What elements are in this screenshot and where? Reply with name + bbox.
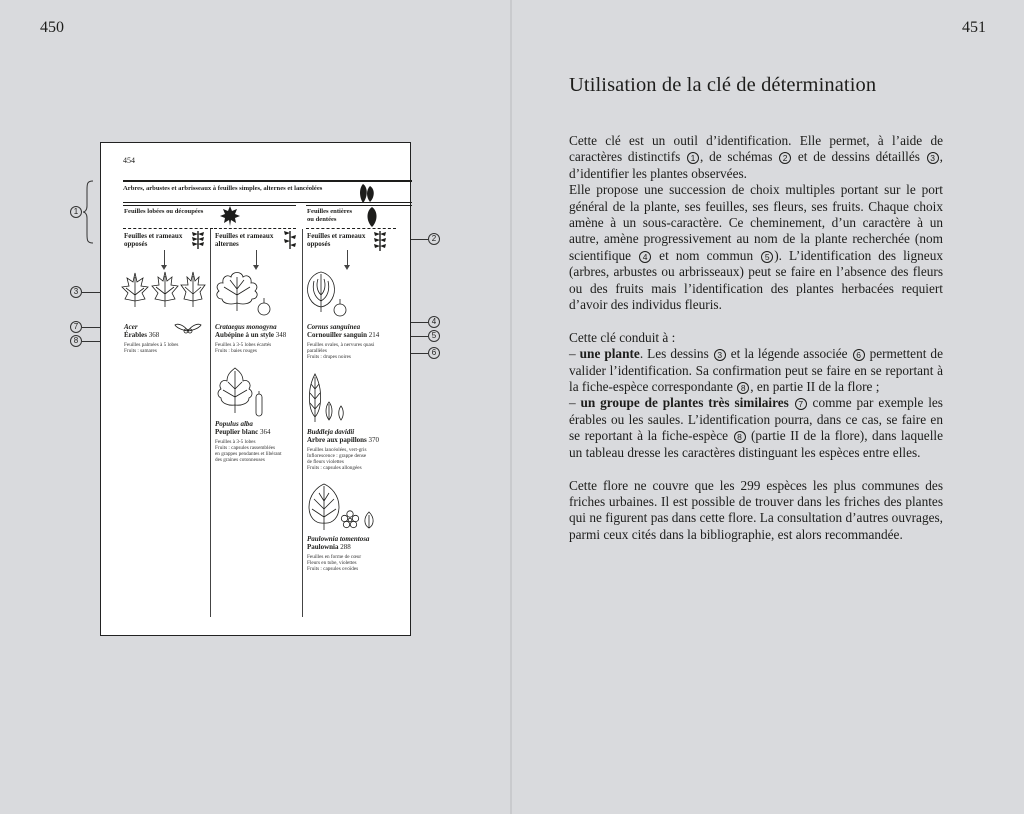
buddleja-common-name: Arbre aux papillons	[307, 436, 367, 444]
populus-desc4: des graines cotonneuses	[215, 457, 265, 463]
paragraph-1	[569, 133, 943, 182]
opposite-branch-icon	[191, 231, 205, 249]
paulownia-desc3: Fruits : capsules ovoïdes	[307, 566, 359, 572]
b1-c: permettent de valider l’identification. Sa confirmation peut se faire en se reportant à la fiche-espèce correspondante	[569, 346, 943, 395]
populus-desc1: Feuilles à 3-5 lobes	[215, 439, 256, 445]
figure-page-number: 454	[123, 156, 135, 165]
cornus-desc3: Fruits : drupes noires	[307, 354, 351, 360]
b2-c: (partie II de la flore), dans laquelle un tableau dresse les caractères distinguant les espèces entre elles.	[569, 428, 944, 460]
col2-sub-line2: alternes	[215, 240, 239, 248]
drupe-drawing	[333, 299, 347, 317]
b1-a: . Les dessins	[639, 346, 713, 362]
arrow-col2	[256, 250, 257, 266]
acer-latin: Acer	[124, 323, 138, 331]
cornus-common-name: Cornouiller sanguin	[307, 331, 367, 339]
p2-c: ). L’identification des ligneux (arbres, arbustes ou arbrisseaux) peut se faire en l’absence des fleurs ou des fruits mais l’identification des plantes herbacées requiert d’avoir des individus fleuris.	[569, 247, 943, 313]
crataegus-common-name: Aubépine à un style	[215, 331, 274, 339]
col3-sub-line1: Feuilles et rameaux	[307, 232, 366, 240]
b2-a	[789, 395, 794, 410]
figure-heading: Arbres, arbustes et arbrisseaux à feuilles simples, alternes et lancéolées	[123, 185, 323, 192]
heading-bottom-rule	[123, 202, 412, 203]
buddleja-common	[307, 436, 379, 444]
paragraph-2	[569, 182, 943, 313]
heading-rule	[123, 180, 412, 182]
p1-b: , de schémas	[700, 149, 779, 165]
col3-sub-line2: opposés	[307, 240, 331, 248]
col2-sub-line1: Feuilles et rameaux	[215, 232, 274, 240]
buddleja-desc1: Feuilles lancéolées, vert-gris	[307, 447, 367, 453]
callout-8: 8	[70, 335, 82, 347]
crataegus-latin: Crataegus monogyna	[215, 323, 277, 331]
b2-dash: –	[569, 395, 581, 411]
p1-d: , d’identifier les plantes observées.	[569, 149, 943, 181]
paulownia-common	[307, 543, 351, 551]
arrow-col1	[164, 250, 165, 266]
cornus-latin: Cornus sanguinea	[307, 323, 361, 331]
poplar-leaf-drawing	[215, 367, 255, 415]
acer-common	[124, 331, 159, 339]
crataegus-desc1: Feuilles à 3-5 lobes écartés	[215, 342, 272, 348]
page-number-left: 450	[40, 19, 64, 36]
ref-6: 6	[853, 349, 865, 361]
body-text	[569, 133, 943, 543]
col1-sub-line1: Feuilles et rameaux	[124, 232, 183, 240]
p1-a: Cette clé est un outil d’identification. Elle permet, à l’aide de caractères distinctifs	[569, 133, 943, 165]
b1-d: , en partie II de la flore ;	[750, 379, 880, 395]
right-page	[512, 0, 1024, 814]
callout-1: 1	[70, 206, 82, 218]
ref-3: 3	[927, 152, 939, 164]
populus-desc2: Fruits : capsules rassemblées	[215, 445, 276, 451]
callout-6: 6	[428, 347, 440, 359]
populus-page: 364	[259, 428, 271, 436]
cornus-common	[307, 331, 379, 339]
paulownia-leaf-drawing	[307, 483, 341, 531]
dash-col2	[214, 228, 296, 229]
ref-5: 5	[761, 251, 773, 263]
ref-2: 2	[779, 152, 791, 164]
buddleja-latin: Buddleja davidii	[307, 428, 355, 436]
group-rule-left	[123, 205, 296, 206]
ref-8b: 8	[734, 431, 746, 443]
cornus-page: 214	[368, 331, 380, 339]
paulownia-page: 288	[340, 543, 351, 551]
group-rule-right	[306, 205, 412, 206]
samara-fruit-drawing	[174, 321, 202, 335]
hawthorn-leaf-drawing	[214, 269, 260, 313]
spacer	[569, 313, 943, 329]
cornus-desc2: parallèles	[307, 348, 327, 354]
page-number-right: 451	[962, 19, 986, 36]
acer-desc1: Feuilles palmées à 5 lobes	[124, 342, 179, 348]
buddleja-desc2: Inflorescence : grappe dense	[307, 453, 367, 459]
callout-7: 7	[70, 321, 82, 333]
arrow-col3	[347, 250, 348, 266]
buddleja-page: 370	[368, 436, 380, 444]
populus-common-name: Peuplier blanc	[215, 428, 259, 436]
paulownia-desc1: Feuilles en forme de cœur	[307, 554, 362, 560]
alternate-branch-icon	[283, 231, 297, 249]
paulownia-common-name: Paulownia	[307, 543, 339, 551]
crataegus-page: 348	[275, 331, 287, 339]
col1-sub-line2: opposés	[124, 240, 148, 248]
spacer-2	[569, 461, 943, 477]
col-separator-1	[210, 229, 211, 617]
ref-4: 4	[639, 251, 651, 263]
bullet-one-plant	[569, 346, 943, 395]
p2-a: Elle propose une succession de choix multiples portant sur le port général de la plante, ses feuilles, ses fleurs, ses fruits. Chaque choix amène à un sous-caractère. Ce cheminement, d’un caractère à un autre, amène progressivement au nom de la plante recherchée (nom scientifique	[569, 182, 943, 263]
entire-leaf-icon	[365, 206, 379, 228]
maple-leaves-drawing	[121, 271, 207, 309]
populus-desc3: en grappes pendantes et libérant	[215, 451, 282, 457]
bullet-plant-group	[569, 395, 943, 461]
acer-common-name: Érables	[124, 331, 147, 339]
p1-c: et de dessins détaillés	[792, 149, 926, 165]
paragraph-3: Cette clé conduit à :	[569, 329, 676, 345]
callout-3: 3	[70, 286, 82, 298]
crataegus-desc2: Fruits : baies rouges	[215, 348, 257, 354]
ref-3b: 3	[714, 349, 726, 361]
paulownia-desc2: Fleurs en tube, violettes	[307, 560, 357, 566]
b2-b: comme par exemple les érables ou les saules. L’identification pourra, dans ce cas, se faire en se reportant à la fiche-espèce	[569, 395, 943, 444]
opposite-branch-icon-2	[373, 231, 387, 251]
b1-bold: une plante	[579, 346, 640, 362]
cornus-desc1: Feuilles ovales, à nervures quasi	[307, 342, 375, 348]
ref-7: 7	[795, 398, 807, 410]
buddleja-desc3: de fleurs violettes	[307, 459, 344, 465]
callout-5: 5	[428, 330, 440, 342]
callout-2: 2	[428, 233, 440, 245]
col-separator-2	[302, 229, 303, 617]
ref-1: 1	[687, 152, 699, 164]
paulownia-flower-drawing	[340, 509, 376, 529]
poplar-capsule-drawing	[254, 391, 264, 417]
section-title: Utilisation de la clé de détermination	[569, 74, 877, 96]
buddleja-flower-drawing	[323, 401, 347, 421]
b1-b: et la légende associée	[726, 346, 852, 362]
b2-bold: un groupe de plantes très similaires	[580, 395, 789, 411]
left-page	[0, 0, 510, 814]
group-entire-line1: Feuilles entières	[307, 208, 353, 215]
acer-desc2: Fruits : samares	[124, 348, 157, 354]
berry-drawing	[257, 298, 271, 316]
acer-page: 368	[148, 331, 160, 339]
buddleja-desc4: Fruits : capsules allongées	[307, 465, 362, 471]
populus-latin: Populus alba	[215, 420, 253, 428]
dash-col3	[306, 228, 396, 229]
key-figure	[100, 142, 411, 636]
buddleja-leaf-drawing	[305, 373, 325, 423]
group-entire-line2: ou dentées	[307, 216, 337, 223]
group-lobed: Feuilles lobées ou découpées	[124, 208, 204, 215]
maple-leaf-icon	[219, 205, 241, 227]
populus-common	[215, 428, 270, 436]
paulownia-latin: Paulownia tomentosa	[307, 535, 370, 543]
dash-col1	[123, 228, 213, 229]
b1-dash: –	[569, 346, 580, 362]
callout-4: 4	[428, 316, 440, 328]
paragraph-4: Cette flore ne couvre que les 299 espèces les plus communes des friches urbaines. Il est possible de trouver dans les friches des plantes qui ne figurent pas dans cette flore. La consultation d’autres ouvrages, parmi ceux cités dans la bibliographie, est alors recommandée.	[569, 477, 943, 542]
brace-icon	[82, 180, 94, 244]
p2-b: et nom commun	[652, 247, 761, 263]
crataegus-common	[215, 331, 286, 339]
ref-8: 8	[737, 382, 749, 394]
